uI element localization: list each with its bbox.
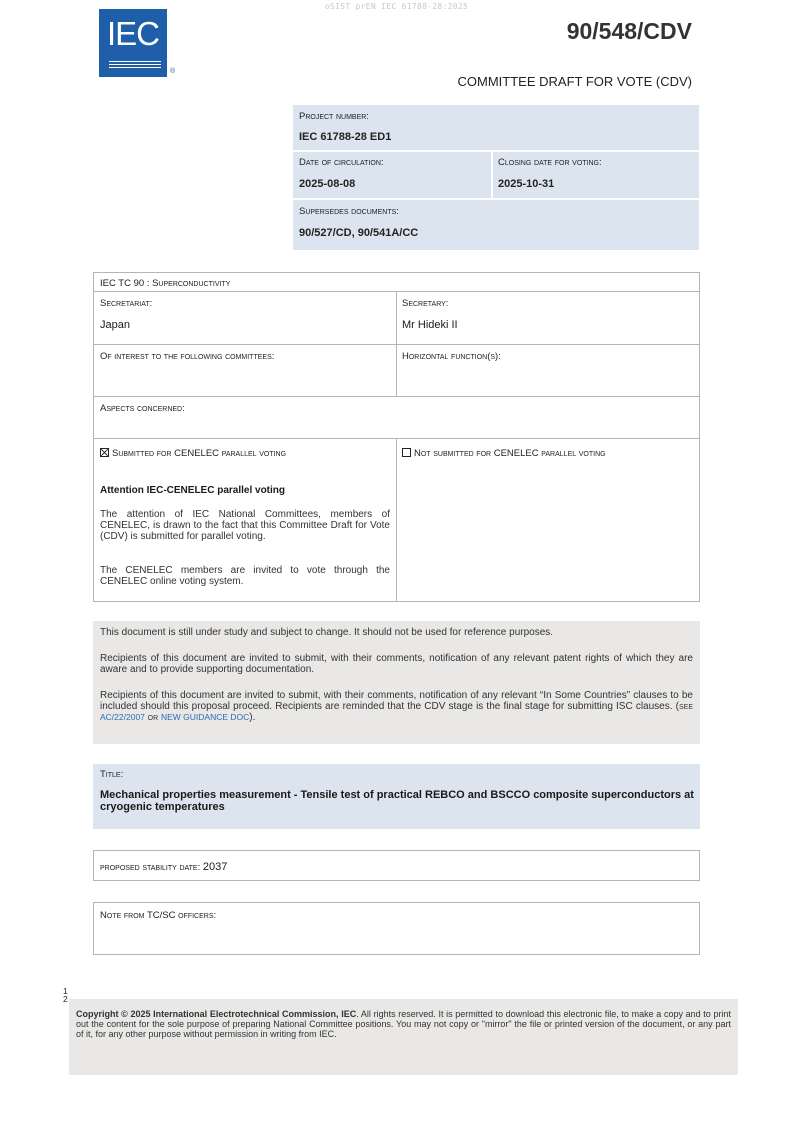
closing-date-cell	[493, 152, 699, 198]
logo-rule	[109, 67, 161, 68]
supersedes-cell	[293, 200, 699, 250]
circulation-date-label: Date of circulation:	[299, 157, 384, 168]
new-guidance-doc-link[interactable]: NEW GUIDANCE DOC	[160, 712, 250, 722]
technical-committee	[100, 278, 230, 289]
iec-logo	[99, 9, 167, 77]
watermark: oSIST prEN IEC 61788-28:2025	[324, 2, 469, 11]
officers-note-label: Note from TC/SC officers:	[100, 910, 217, 921]
logo-text: IEC	[106, 15, 159, 52]
line-number: 2	[63, 994, 68, 1004]
supersedes-label: Supersedes documents:	[299, 206, 399, 217]
notice-paragraph-3	[100, 690, 693, 723]
closing-paren: ).	[249, 712, 256, 723]
secretariat-label: Secretariat:	[100, 298, 153, 309]
notice-box	[93, 621, 700, 744]
not-submitted-cenelec-label: Not submitted for CENELEC parallel voting	[414, 448, 606, 459]
tc-prefix: IEC TC 90 :	[100, 278, 153, 289]
stability-date-value: 2037	[202, 861, 228, 873]
notice-paragraph-2: Recipients of this document are invited to submit, with their comments, notification of any relevant patent rights of which they are aware and to provide supporting documentation.	[100, 653, 693, 675]
checked-checkbox-icon[interactable]	[100, 448, 109, 457]
line-number: 1	[63, 986, 68, 996]
logo-rule	[109, 61, 161, 62]
horizontal-function-label: Horizontal function(s):	[402, 351, 501, 362]
attention-paragraph-2: The CENELEC members are invited to vote through the CENELEC online voting system.	[100, 565, 390, 587]
secretariat-value: Japan	[100, 319, 130, 331]
notice-paragraph-3-text: Recipients of this document are invited to submit, with their comments, notification of any relevant “In Some Countries” clauses to be included should this proposal proceed. Recipients are reminded that the CDV stage is the final stage for submitting ISC clauses. (	[100, 690, 693, 712]
supersedes-value: 90/527/CD, 90/541A/CC	[299, 227, 419, 239]
aspects-concerned-label: Aspects concerned:	[100, 403, 185, 414]
secretary-value: Mr Hideki II	[402, 319, 458, 331]
registered-mark: ®	[170, 68, 176, 75]
or-text: or	[144, 712, 161, 723]
attention-title: Attention IEC-CENELEC parallel voting	[100, 485, 286, 496]
copyright-text: . All rights reserved. It is permitted to download this electronic file, to make a copy and to print out the content for the sole purpose of preparing National Committee positions. You may not copy or "mirror" the file or printed version of the document, or any part of it, for any other purpose without permission in writing from IEC.	[76, 1009, 731, 1040]
stability-date-box	[93, 850, 700, 881]
project-number-value: IEC 61788-28 ED1	[299, 131, 392, 143]
not-submitted-cenelec-option[interactable]	[402, 448, 606, 459]
document-number: 90/548/CDV	[566, 18, 692, 44]
copyright-owner: Copyright © 2025 International Electrotechnical Commission, IEC	[76, 1009, 357, 1019]
project-number-cell	[293, 105, 699, 150]
closing-date-value: 2025-10-31	[498, 178, 555, 190]
logo-rule	[109, 64, 161, 65]
copyright-notice	[76, 1009, 731, 1040]
interest-committees-label: Of interest to the following committees:	[100, 351, 275, 362]
see-text: see	[678, 701, 693, 712]
closing-date-label: Closing date for voting:	[498, 157, 602, 168]
tc-name: Superconductivity	[152, 278, 231, 289]
ac-22-2007-link[interactable]: AC/22/2007	[100, 712, 145, 722]
document-title: Mechanical properties measurement - Tensile test of practical REBCO and BSCCO composite superconductors at cryogenic temperatures	[100, 789, 694, 813]
submitted-cenelec-label: Submitted for CENELEC parallel voting	[112, 448, 287, 459]
document-type: COMMITTEE DRAFT FOR VOTE (CDV)	[457, 74, 692, 89]
copyright-box	[69, 999, 738, 1075]
secretary-label: Secretary:	[402, 298, 449, 309]
submitted-cenelec-option[interactable]	[100, 448, 286, 459]
stability-date	[100, 861, 227, 873]
stability-date-label: proposed stability date:	[100, 862, 203, 873]
title-box	[93, 764, 700, 829]
project-number-label: Project number:	[299, 111, 369, 122]
attention-paragraph-1: The attention of IEC National Committees, members of CENELEC, is drawn to the fact that this Committee Draft for Vote (CDV) is submitted for parallel voting.	[100, 509, 390, 542]
title-label: Title:	[100, 769, 124, 780]
circulation-date-cell	[293, 152, 491, 198]
officers-note-box	[93, 902, 700, 955]
notice-paragraph-1: This document is still under study and subject to change. It should not be used for reference purposes.	[100, 627, 554, 638]
unchecked-checkbox-icon[interactable]	[402, 448, 411, 457]
line-numbers	[63, 987, 68, 1003]
circulation-date-value: 2025-08-08	[299, 178, 356, 190]
